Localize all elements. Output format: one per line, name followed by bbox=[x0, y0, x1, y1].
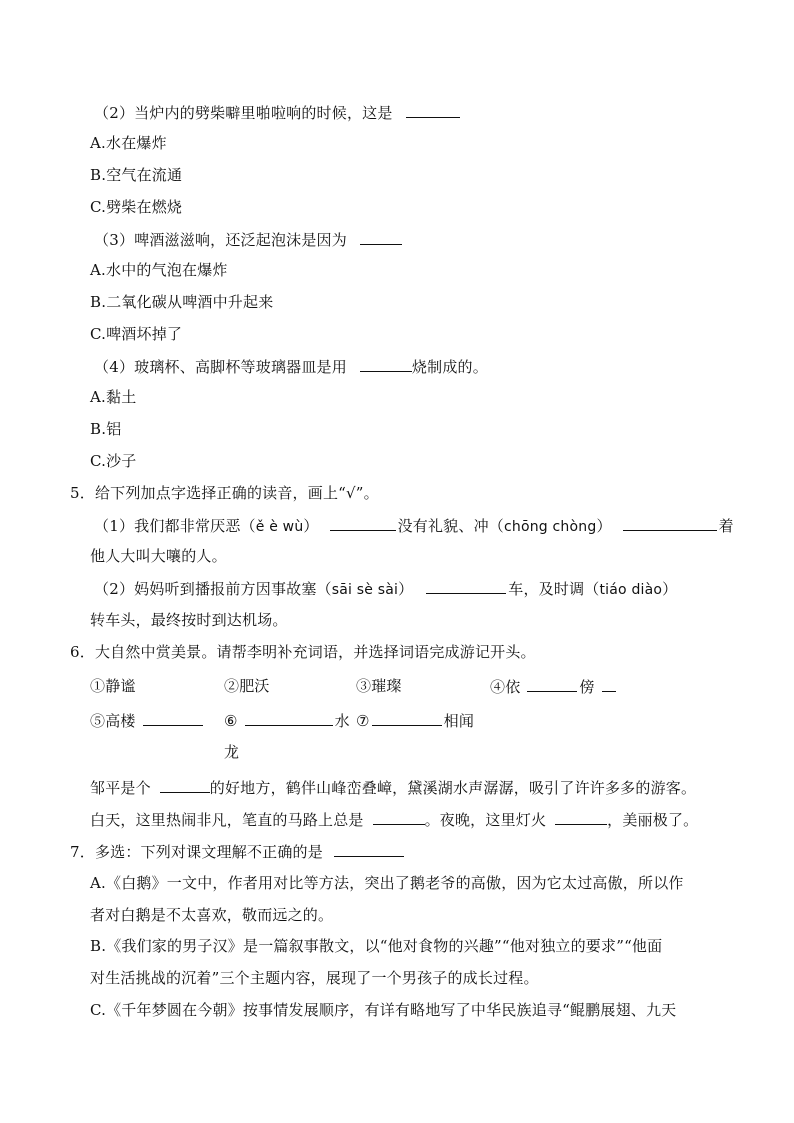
q5-s1-text-e: 着 bbox=[718, 517, 734, 535]
q4-sub4-option-c: C.沙子 bbox=[90, 452, 137, 470]
q6-word-row-1 bbox=[90, 676, 710, 696]
pinyin-choices[interactable]: tiáo diào bbox=[599, 582, 663, 598]
word-option-7 bbox=[356, 710, 474, 731]
answer-blank[interactable] bbox=[160, 777, 210, 793]
word-option-1: ①静谧 bbox=[90, 677, 136, 695]
q4-sub3-stem-text: （3）啤酒滋滋响，还泛起泡沫是因为 bbox=[94, 231, 347, 249]
word-option-4 bbox=[490, 676, 618, 697]
word-option-7-tail: 相闻 bbox=[443, 712, 475, 730]
word-option-6 bbox=[224, 710, 350, 731]
q4-sub3-option-c: C.啤酒坏掉了 bbox=[90, 325, 183, 343]
answer-blank[interactable] bbox=[602, 676, 616, 692]
answer-blank[interactable] bbox=[360, 356, 412, 372]
q5-sentence-1 bbox=[94, 515, 734, 537]
word-option-6-head: ⑥ bbox=[224, 712, 238, 730]
answer-blank[interactable] bbox=[426, 578, 506, 594]
q7-option-a-line-2: 者对白鹅是不太喜欢，敬而远之的。 bbox=[90, 906, 334, 924]
q4-sub4-stem bbox=[94, 356, 488, 377]
q5-s1-text-c: 没有礼貌、冲（ bbox=[397, 517, 504, 535]
pinyin-choices[interactable]: chōng chòng bbox=[503, 519, 597, 535]
word-option-6-wrap: 龙 bbox=[224, 743, 240, 761]
answer-blank[interactable] bbox=[143, 710, 203, 726]
answer-blank[interactable] bbox=[623, 515, 717, 531]
q4-sub3-option-b: B.二氧化碳从啤酒中升起来 bbox=[90, 293, 274, 311]
q5-s2-text-d: ） bbox=[662, 580, 678, 598]
q4-sub2-option-b: B.空气在流通 bbox=[90, 166, 183, 184]
word-option-5 bbox=[90, 710, 205, 731]
q6-title: 6．大自然中赏美景。请帮李明补充词语，并选择词语完成游记开头。 bbox=[70, 643, 536, 661]
q5-sentence-2-cont: 转车头，最终按时到达机场。 bbox=[90, 611, 288, 629]
q4-sub4-stem-tail: 烧制成的。 bbox=[411, 358, 488, 376]
q5-title: 5．给下列加点字选择正确的读音，画上“√”。 bbox=[70, 484, 379, 502]
q5-s2-text-c: 车，及时调（ bbox=[508, 580, 600, 598]
q7-option-b-line-2: 对生活挑战的沉着”三个主题内容，展现了一个男孩子的成长过程。 bbox=[90, 969, 539, 987]
q4-sub2-stem bbox=[94, 102, 462, 123]
q5-s1-text-b: ） bbox=[303, 517, 319, 535]
word-option-7-head: ⑦ bbox=[356, 712, 370, 730]
q6-paragraph-2 bbox=[90, 809, 698, 830]
q5-s1-text-d: ） bbox=[596, 517, 612, 535]
q4-sub2-option-c: C.劈柴在燃烧 bbox=[90, 198, 183, 216]
answer-blank[interactable] bbox=[334, 841, 404, 857]
q7-title-text: 7．多选：下列对课文理解不正确的是 bbox=[70, 843, 323, 861]
word-option-2: ②肥沃 bbox=[224, 677, 270, 695]
q5-s2-text-a: （2）妈妈听到播报前方因事故塞（ bbox=[94, 580, 332, 598]
word-option-4-tail: 傍 bbox=[579, 678, 595, 696]
word-option-4-head: ④依 bbox=[490, 678, 521, 696]
q4-sub3-stem bbox=[94, 229, 404, 250]
q7-option-c-line-1: C.《千年梦圆在今朝》按事情发展顺序，有详有略地写了中华民族追寻“鲲鹏展翅、九天 bbox=[90, 1001, 677, 1019]
q5-sentence-2 bbox=[94, 578, 677, 600]
q5-sentence-1-cont: 他人大叫大嚷的人。 bbox=[90, 547, 227, 565]
q6-p1-text-b: 的好地方，鹤伴山峰峦叠嶂，黛溪湖水声潺潺，吸引了许许多多的游客。 bbox=[209, 779, 697, 797]
pinyin-choices[interactable]: sāi sè sài bbox=[331, 582, 399, 598]
q7-option-b-line-1: B.《我们家的男子汉》是一篇叙事散文，以“他对食物的兴趣”“他对独立的要求”“他面 bbox=[90, 937, 663, 955]
q4-sub2-option-a: A.水在爆炸 bbox=[90, 134, 167, 152]
answer-blank[interactable] bbox=[555, 809, 607, 825]
answer-blank[interactable] bbox=[245, 710, 333, 726]
q6-paragraph-1 bbox=[90, 777, 696, 798]
answer-blank[interactable] bbox=[373, 809, 425, 825]
word-option-5-text: ⑤高楼 bbox=[90, 712, 136, 730]
answer-blank[interactable] bbox=[360, 229, 402, 245]
answer-blank[interactable] bbox=[406, 102, 460, 118]
answer-blank[interactable] bbox=[372, 710, 442, 726]
q4-sub3-option-a: A.水中的气泡在爆炸 bbox=[90, 261, 228, 279]
answer-blank[interactable] bbox=[330, 515, 396, 531]
q6-p2-text-a: 白天，这里热闹非凡，笔直的马路上总是 bbox=[90, 811, 364, 829]
q7-option-a-line-1: A.《白鹅》一文中，作者用对比等方法，突出了鹅老爷的高傲，因为它太过高傲，所以作 bbox=[90, 874, 684, 892]
q5-s1-text-a: （1）我们都非常厌恶（ bbox=[94, 517, 256, 535]
answer-blank[interactable] bbox=[527, 676, 577, 692]
word-option-6-tail: 水 bbox=[334, 712, 350, 730]
word-option-3: ③璀璨 bbox=[356, 677, 402, 695]
q4-sub4-stem-text: （4）玻璃杯、高脚杯等玻璃器皿是用 bbox=[94, 358, 347, 376]
q5-s2-text-b: ） bbox=[398, 580, 414, 598]
q4-sub4-option-a: A.黏土 bbox=[90, 388, 137, 406]
q4-sub4-option-b: B.铝 bbox=[90, 420, 122, 438]
q7-title bbox=[70, 841, 406, 862]
q6-p2-text-b: 。夜晚，这里灯火 bbox=[424, 811, 547, 829]
q6-word-row-2 bbox=[90, 710, 710, 730]
pinyin-choices[interactable]: ě è wù bbox=[255, 519, 304, 535]
q4-sub2-stem-text: （2）当炉内的劈柴噼里啪啦响的时候，这是 bbox=[94, 104, 393, 122]
q6-p1-text-a: 邹平是个 bbox=[90, 779, 151, 797]
q6-p2-text-c: ，美丽极了。 bbox=[607, 811, 699, 829]
